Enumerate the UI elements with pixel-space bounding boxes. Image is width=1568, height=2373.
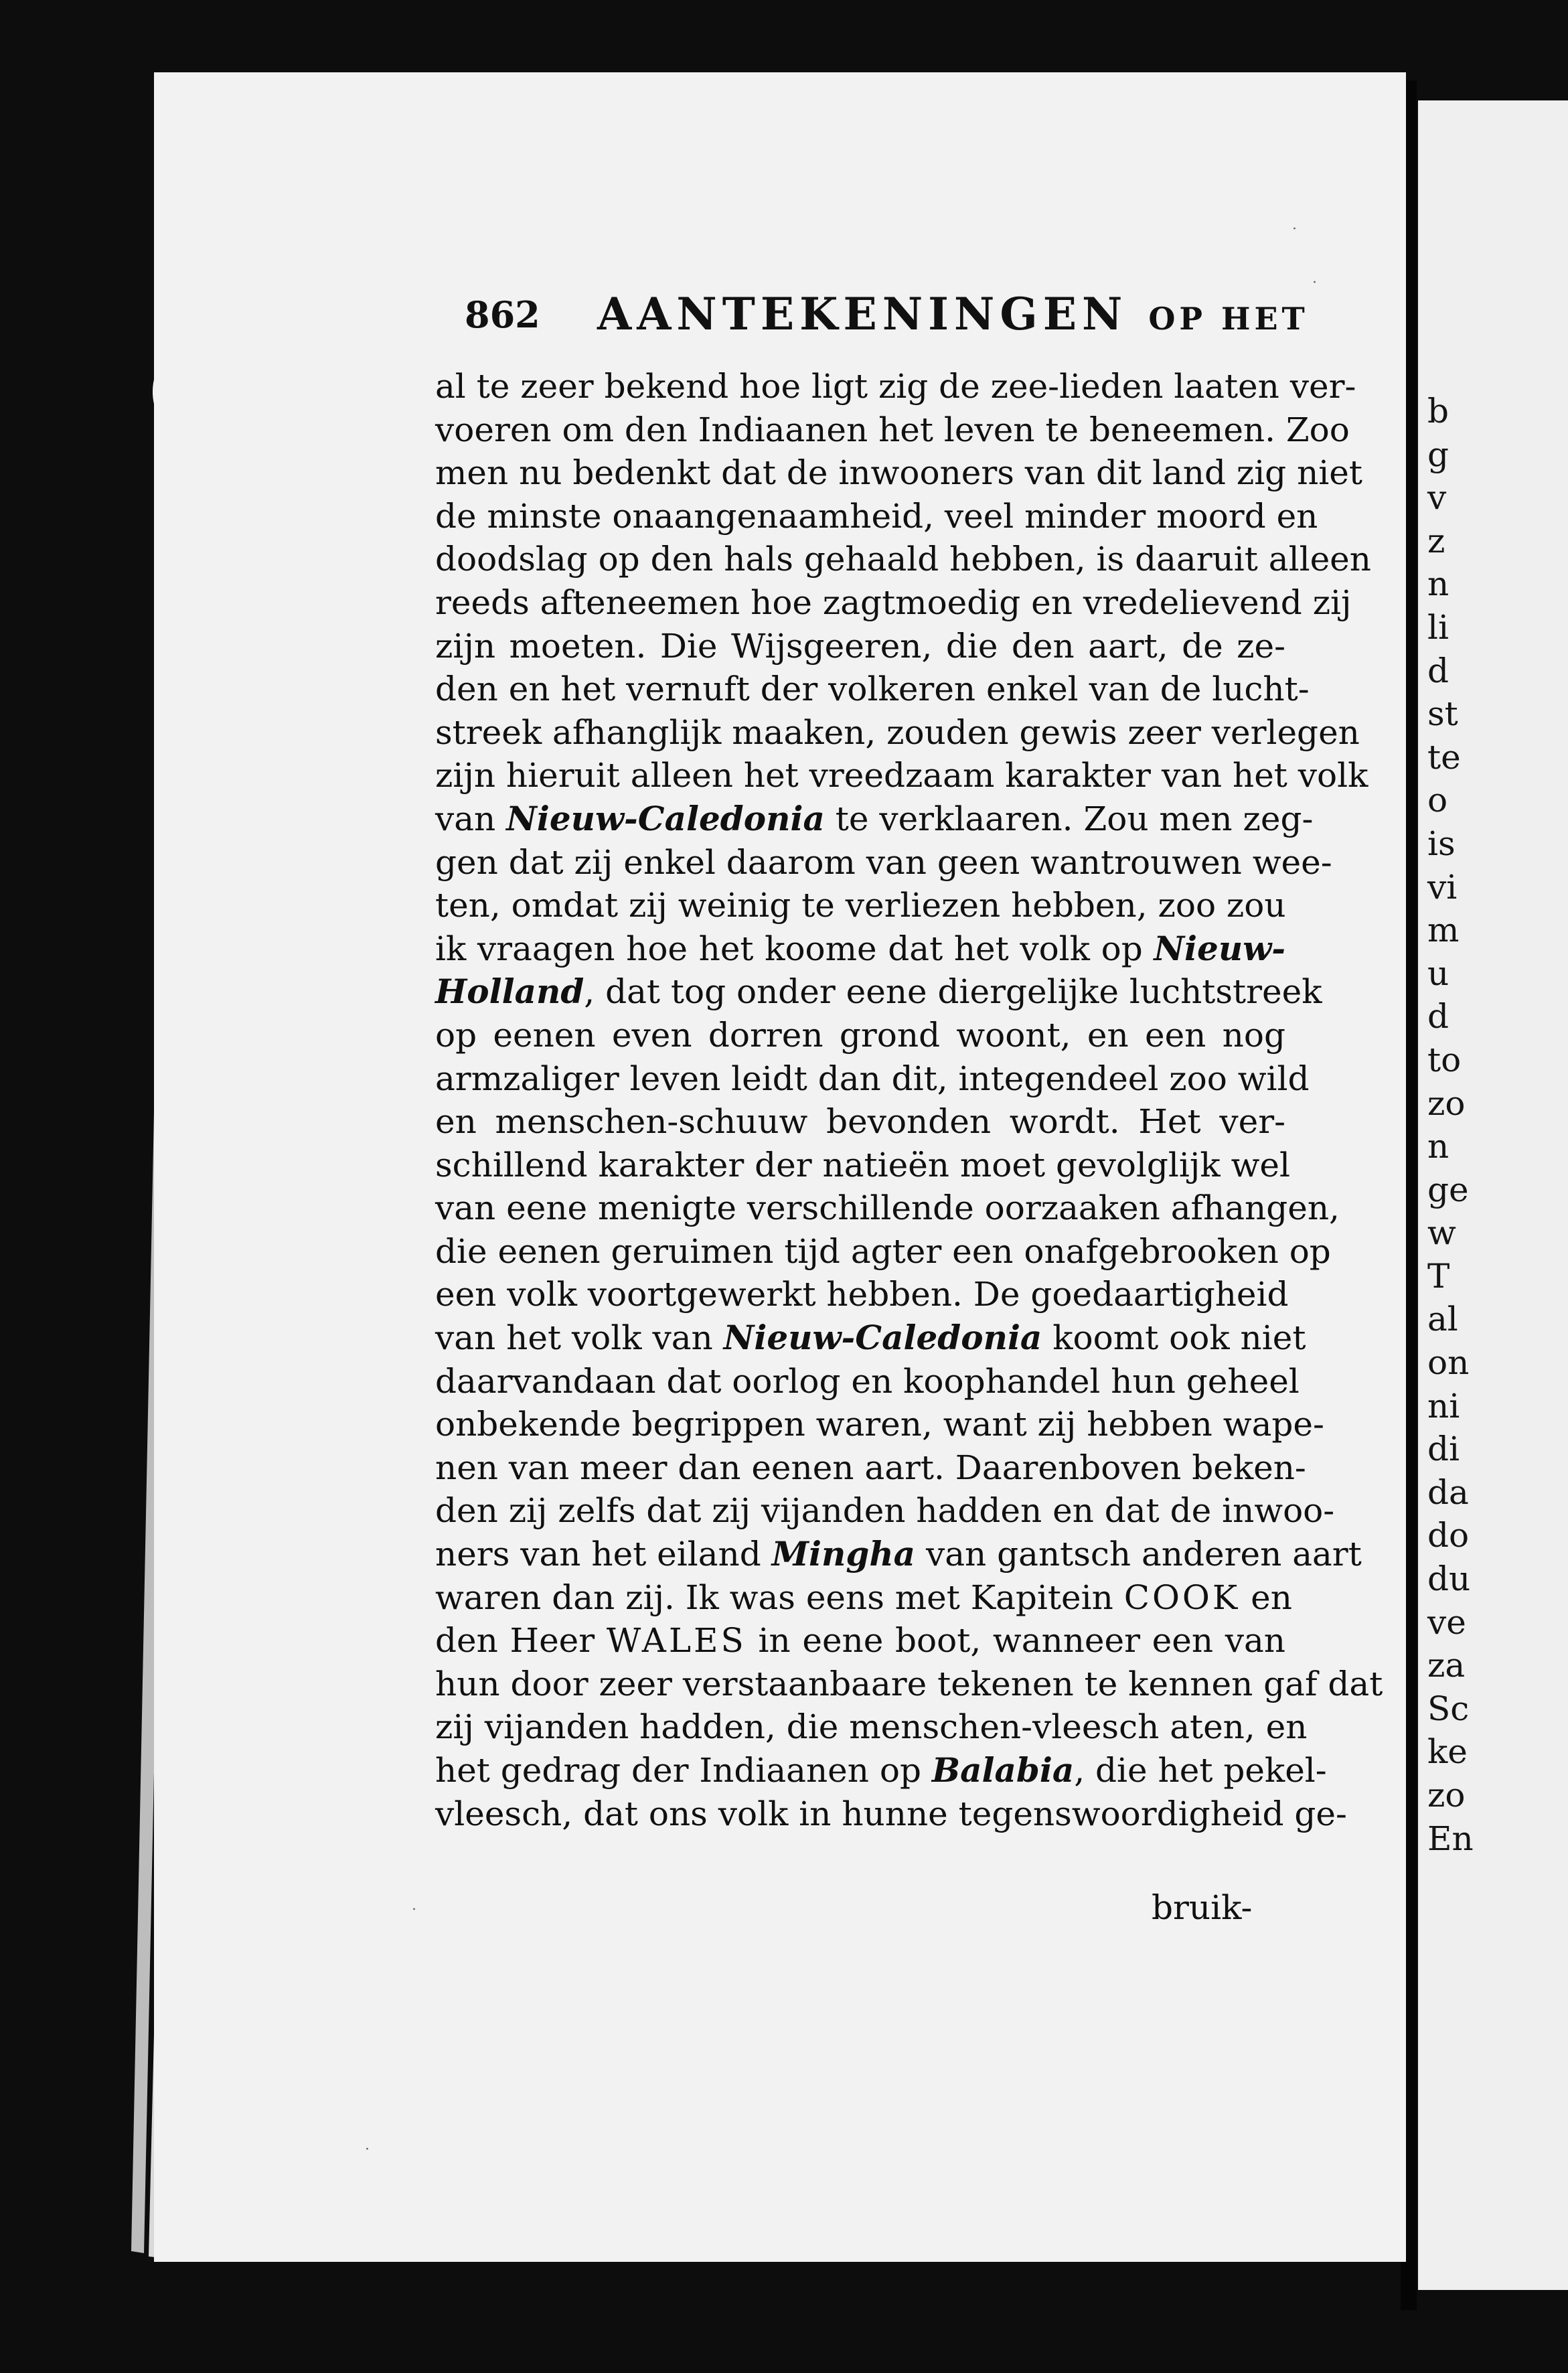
facing-page-fragment: n [1427, 564, 1449, 604]
text-segment: voeren om den Indiaanen het leven te beneemen. Zoo [435, 410, 1350, 449]
text-segment: ners van het eiland [435, 1535, 772, 1574]
text-segment: den zij zelfs dat zij vijanden hadden en dat de inwoo- [435, 1491, 1335, 1531]
text-segment: zijn hieruit alleen het vreedzaam karakter van het volk [435, 756, 1368, 795]
text-line [435, 365, 1356, 408]
text-segment: van het volk van [435, 1318, 724, 1358]
text-segment: , die het pekel- [1074, 1751, 1327, 1790]
text-segment: koomt ook niet [1042, 1318, 1306, 1358]
text-segment: ik vraagen hoe het koome dat het volk op [435, 929, 1154, 968]
text-line [435, 1403, 1324, 1446]
text-line [435, 1273, 1289, 1316]
text-segment: waren dan zij. Ik was eens met Kapitein [435, 1578, 1124, 1617]
facing-page-fragment: En [1427, 1819, 1474, 1858]
text-segment: van [435, 799, 507, 838]
text-line [435, 970, 1322, 1014]
text-line [435, 1230, 1331, 1274]
italic-text: Mingha [771, 1534, 916, 1574]
text-segment: en menschen-schuuw bevonden wordt. Het ver- [435, 1102, 1285, 1142]
text-segment: den Heer [435, 1621, 607, 1661]
speck: · [1312, 275, 1317, 291]
italic-text: Holland [435, 972, 584, 1012]
facing-page-fragment: st [1427, 694, 1458, 734]
text-line [435, 625, 1285, 668]
facing-page-fragment: z [1427, 521, 1445, 560]
text-line [435, 408, 1350, 452]
facing-page-fragment: T [1427, 1256, 1450, 1296]
text-line [435, 668, 1310, 711]
text-segment: zijn moeten. Die Wijsgeeren, die den aart, de ze- [435, 626, 1285, 666]
text-line [435, 1360, 1300, 1403]
facing-page-fragment: do [1427, 1516, 1470, 1555]
facing-page-fragment: di [1427, 1430, 1460, 1469]
facing-page-fragment: ge [1427, 1170, 1469, 1209]
text-segment: schillend karakter der natieën moet gevolglijk wel [435, 1145, 1290, 1184]
italic-text: Balabia [931, 1750, 1075, 1790]
text-segment: op eenen even dorren grond woont, en een nog [435, 1015, 1285, 1055]
running-title-end: OP HET [1148, 301, 1309, 337]
facing-page-fragment: vi [1427, 867, 1458, 907]
text-segment: zij vijanden hadden, die menschen-vleesch aten, en [435, 1707, 1308, 1747]
text-line [435, 1619, 1285, 1663]
text-segment: in eene boot, wanneer een van [746, 1621, 1285, 1661]
facing-page-fragment: v [1427, 478, 1447, 518]
text-line [435, 927, 1285, 971]
facing-page-fragment: ve [1427, 1602, 1466, 1642]
text-line [435, 841, 1332, 885]
facing-page-fragment: zo [1427, 1776, 1466, 1815]
facing-page-fragment: te [1427, 737, 1461, 777]
text-segment: armzaliger leven leidt dan dit, integendeel zoo wild [435, 1059, 1310, 1098]
text-line [435, 1489, 1335, 1533]
facing-page-fragment: m [1427, 911, 1460, 950]
facing-page-text [1427, 390, 1474, 1860]
facing-page-fragment: on [1427, 1343, 1470, 1383]
text-segment: den en het vernuft der volkeren enkel van de lucht- [435, 670, 1310, 709]
text-segment: al te zeer bekend hoe ligt zig de zee-lieden laaten ver- [435, 367, 1356, 406]
body-text [435, 365, 1383, 1835]
running-title [597, 288, 1309, 340]
text-line [435, 1316, 1306, 1360]
speck: · [412, 1902, 416, 1918]
running-title-main: AANTEKENINGEN [597, 288, 1128, 340]
facing-page-fragment: du [1427, 1559, 1471, 1599]
text-segment: die eenen geruimen tijd agter een onafgebrooken op [435, 1231, 1331, 1271]
text-line [435, 1144, 1290, 1187]
facing-page-fragment: to [1427, 1040, 1462, 1079]
text-segment: onbekende begrippen waren, want zij hebben wape- [435, 1405, 1324, 1444]
text-line [435, 1749, 1327, 1792]
text-segment: reeds afteneemen hoe zagtmoedig en vredelievend zij [435, 583, 1352, 622]
facing-page-fragment: b [1427, 392, 1449, 431]
page-header [465, 288, 1308, 341]
text-segment: hun door zeer verstaanbaare tekenen te kennen gaf dat [435, 1664, 1383, 1703]
text-segment: daarvandaan dat oorlog en koophandel hun geheel [435, 1361, 1300, 1401]
text-line [435, 754, 1368, 797]
text-line [435, 1100, 1285, 1144]
text-segment: van gantsch anderen aart [915, 1535, 1362, 1574]
facing-page-fragment: ke [1427, 1732, 1468, 1772]
facing-page-fragment: ni [1427, 1386, 1460, 1426]
facing-page-fragment: d [1427, 651, 1449, 690]
facing-page-fragment: Sc [1427, 1689, 1470, 1728]
text-segment: een volk voortgewerkt hebben. De goedaartigheid [435, 1275, 1289, 1314]
small-caps-text: WALES [606, 1621, 747, 1661]
facing-page [1418, 100, 1568, 2290]
text-segment: het gedrag der Indiaanen op [435, 1751, 932, 1790]
facing-page-fragment: al [1427, 1300, 1458, 1339]
text-line [435, 581, 1352, 625]
facing-page-fragment: is [1427, 824, 1456, 863]
italic-text: Nieuw-Caledonia [723, 1318, 1042, 1358]
text-segment: en [1240, 1578, 1292, 1617]
italic-text: Nieuw- [1154, 928, 1285, 968]
italic-text: Nieuw-Caledonia [506, 798, 825, 838]
text-line [435, 1014, 1285, 1057]
text-line [435, 538, 1371, 581]
facing-page-fragment: g [1427, 435, 1449, 474]
text-segment: van eene menigte verschillende oorzaaken afhangen, [435, 1189, 1340, 1228]
text-segment: te verklaaren. Zou men zeg- [824, 799, 1314, 838]
text-line [435, 1186, 1340, 1230]
facing-page-fragment: n [1427, 1127, 1449, 1166]
text-line [435, 1663, 1383, 1706]
page-number: 862 [465, 293, 540, 336]
facing-page-fragment: li [1427, 607, 1449, 647]
text-line [435, 1792, 1347, 1836]
text-line [435, 1705, 1308, 1749]
text-segment: doodslag op den hals gehaald hebben, is daaruit alleen [435, 540, 1371, 579]
facing-page-fragment: o [1427, 781, 1448, 820]
speck: · [1292, 221, 1297, 238]
text-segment: gen dat zij enkel daarom van geen wantrouwen wee- [435, 842, 1332, 882]
text-line [435, 1533, 1362, 1576]
text-segment: streek afhanglijk maaken, zouden gewis zeer verlegen [435, 712, 1360, 752]
catchword: bruik- [1152, 1888, 1253, 1927]
text-line [435, 711, 1360, 755]
text-segment: , dat tog onder eene diergelijke luchtstreek [584, 972, 1322, 1012]
text-line [435, 451, 1362, 495]
text-segment: ten, omdat zij weinig te verliezen hebben, zoo zou [435, 886, 1286, 925]
text-segment: men nu bedenkt dat de inwooners van dit land zig niet [435, 453, 1362, 493]
facing-page-fragment: za [1427, 1646, 1466, 1685]
text-line [435, 1446, 1306, 1490]
text-segment: de minste onaangenaamheid, veel minder moord en [435, 496, 1318, 536]
text-line [435, 884, 1285, 927]
facing-page-fragment: da [1427, 1472, 1469, 1512]
text-line [435, 495, 1318, 538]
text-segment: nen van meer dan eenen aart. Daarenboven beken- [435, 1448, 1306, 1487]
facing-page-fragment: w [1427, 1213, 1456, 1253]
facing-page-fragment: d [1427, 997, 1449, 1037]
facing-page-fragment: u [1427, 953, 1449, 993]
facing-page-fragment: zo [1427, 1083, 1466, 1123]
text-line [435, 1576, 1292, 1620]
speck: · [365, 2141, 370, 2158]
small-caps-text: COOK [1123, 1578, 1241, 1617]
text-line [435, 1057, 1310, 1101]
text-segment: vleesch, dat ons volk in hunne tegenswoordigheid ge- [435, 1794, 1347, 1833]
text-line [435, 797, 1314, 841]
